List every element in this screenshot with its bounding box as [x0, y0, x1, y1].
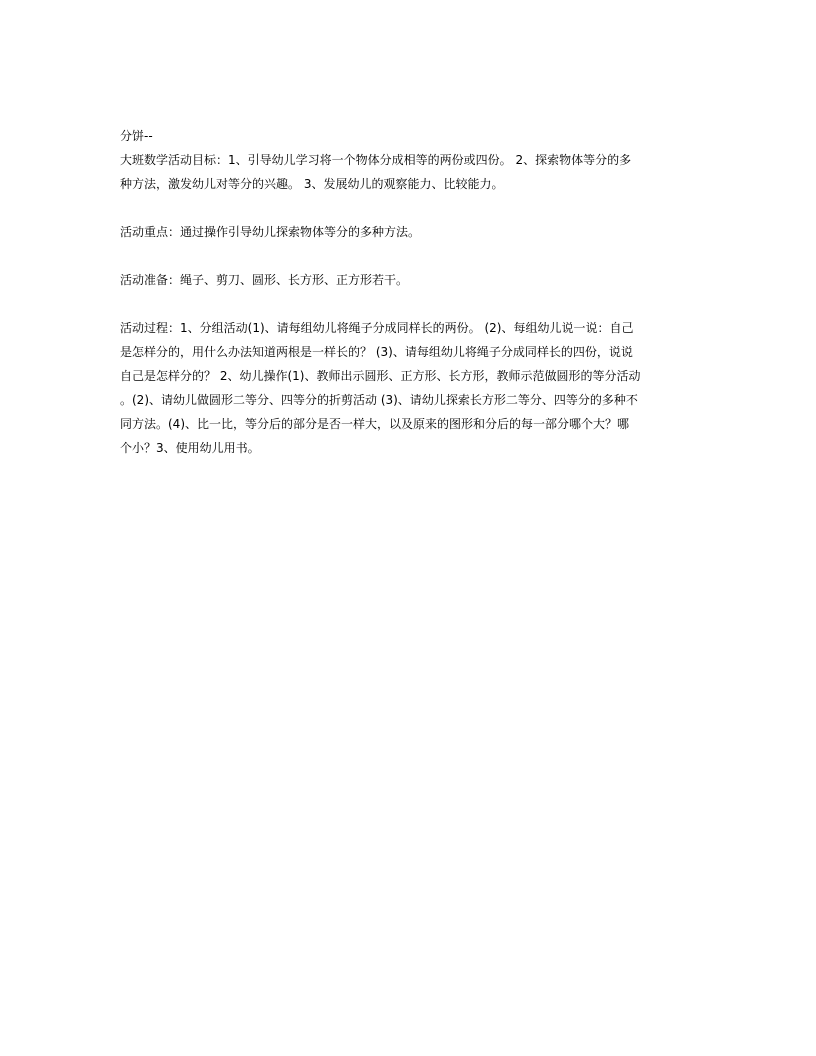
process-line-5: 同方法。(4)、比一比，等分后的部分是否一样大，以及原来的图形和分后的每一部分哪个大？哪	[120, 417, 630, 431]
activity-preparation: 活动准备：绳子、剪刀、圆形、长方形、正方形若干。	[120, 273, 409, 287]
goals-line-1: 大班数学活动目标：1、引导幼儿学习将一个物体分成相等的两份或四份。 2、探索物体等分的多	[120, 153, 632, 167]
paragraph-gap	[120, 196, 698, 220]
process-line-4: 。(2)、请幼儿做圆形二等分、四等分的折剪活动 (3)、请幼儿探索长方形二等分、四等分的多种不	[120, 393, 638, 407]
process-line-1: 活动过程：1、分组活动(1)、请每组幼儿将绳子分成同样长的两份。 (2)、每组幼儿说一说：自己	[120, 321, 634, 335]
goals-line-2: 种方法，激发幼儿对等分的兴趣。 3、发展幼儿的观察能力、比较能力。	[120, 177, 504, 191]
process-line-2: 是怎样分的，用什么办法知道两根是一样长的？ (3)、请每组幼儿将绳子分成同样长的四份，说说	[120, 345, 633, 359]
document-page	[120, 124, 698, 460]
document-title: 分饼--	[120, 129, 153, 143]
process-line-3: 自己是怎样分的？ 2、幼儿操作(1)、教师出示圆形、正方形、长方形，教师示范做圆形的等分活动	[120, 369, 641, 383]
process-line-6: 个小？3、使用幼儿用书。	[120, 441, 260, 455]
paragraph-gap	[120, 244, 698, 268]
paragraph-gap	[120, 292, 698, 316]
activity-focus: 活动重点：通过操作引导幼儿探索物体等分的多种方法。	[120, 225, 421, 239]
